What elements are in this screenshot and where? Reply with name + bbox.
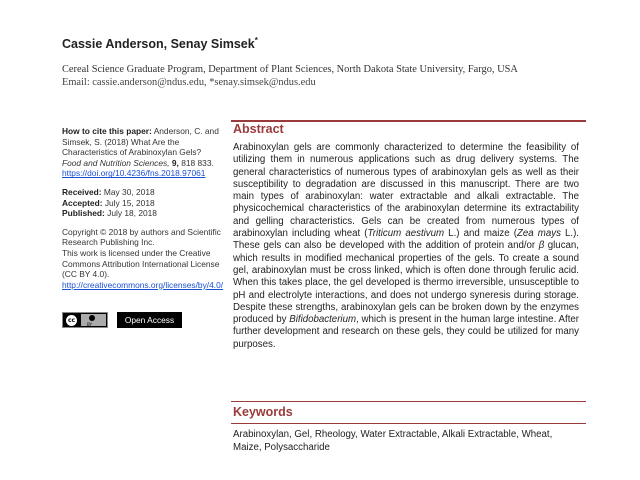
copyright: Copyright © 2018 by authors and Scientific Research Publishing Inc. This work is licensed under the Creative Commons Attribution International License (CC BY 4.0). http://creativecommons.org/licenses/by/4.0/ [62,226,224,290]
keywords-heading: Keywords [233,405,293,419]
top-edge-mark [0,0,640,6]
affiliation: Cereal Science Graduate Program, Department of Plant Sciences, North Dakota State University, Fargo, USA [62,64,518,75]
citation: How to cite this paper: Anderson, C. and Simsek, S. (2018) What Are the Characteristics of Arabinoxylan Gels? Food and Nutrition Sciences, 9, 818 833. https://doi.org/10.4236/fns.2018.97061 [62,126,219,179]
doi-link[interactable]: https://doi.org/10.4236/fns.2018.97061 [62,168,206,179]
abstract-heading: Abstract [233,122,284,136]
keywords-rule [231,423,586,424]
open-access-badge: Open Access [117,312,182,328]
email-line: Email: cassie.anderson@ndus.edu, *senay.simsek@ndus.edu [62,77,316,88]
keywords-list: Arabinoxylan, Gel, Rheology, Water Extractable, Alkali Extractable, Wheat, Maize, Polysaccharide [233,429,553,453]
license-link[interactable]: http://creativecommons.org/licenses/by/4.0/ [62,279,224,290]
authors: Cassie Anderson, Senay Simsek* [62,36,258,52]
sidebar [62,126,222,290]
dates: Received: May 30, 2018 Accepted: July 15, 2018 Published: July 18, 2018 [62,186,157,219]
by-icon: BY [81,314,106,326]
keywords-top-rule [231,401,586,402]
cc-by-badge[interactable] [62,312,108,328]
abstract-top-rule [231,120,586,122]
abstract-body: Arabinoxylan gels are commonly characterized to determine the feasibility of utilizing them in numerous applications such as drug delivery systems. The general characteristics of numerous types of arabinoxylan gels as well as their susceptibility to degradation are discussed in this manuscript. There are two main types of arabinoxylan: water extractable and alkali extractable. The physicochemical characteristics of the arabinoxylan determine its extractability and gelling characteristics. Gels can be created from numerous types of arabinoxylan including wheat (Triticum aestivum L.) and maize (Zea mays L.). These gels can also be developed with the addition of protein and/or β glucan, which results in modified mechanical properties of the gels. To create a sound gel, arabinoxylan must be cross linked, which is often done through ferulic acid. When this takes place, the gel developed is thermo irreversible, unsusceptible to pH and electrolyte interactions, and does not undergo syneresis during storage. Despite these strengths, arabinoxylan gels can be broken down by the enzymes produced by Bifidobacterium, which is present in the human large intestine. After further development and research on these gels, they could be utilized for many purposes. [233,142,580,350]
cc-icon: cc [67,317,76,324]
